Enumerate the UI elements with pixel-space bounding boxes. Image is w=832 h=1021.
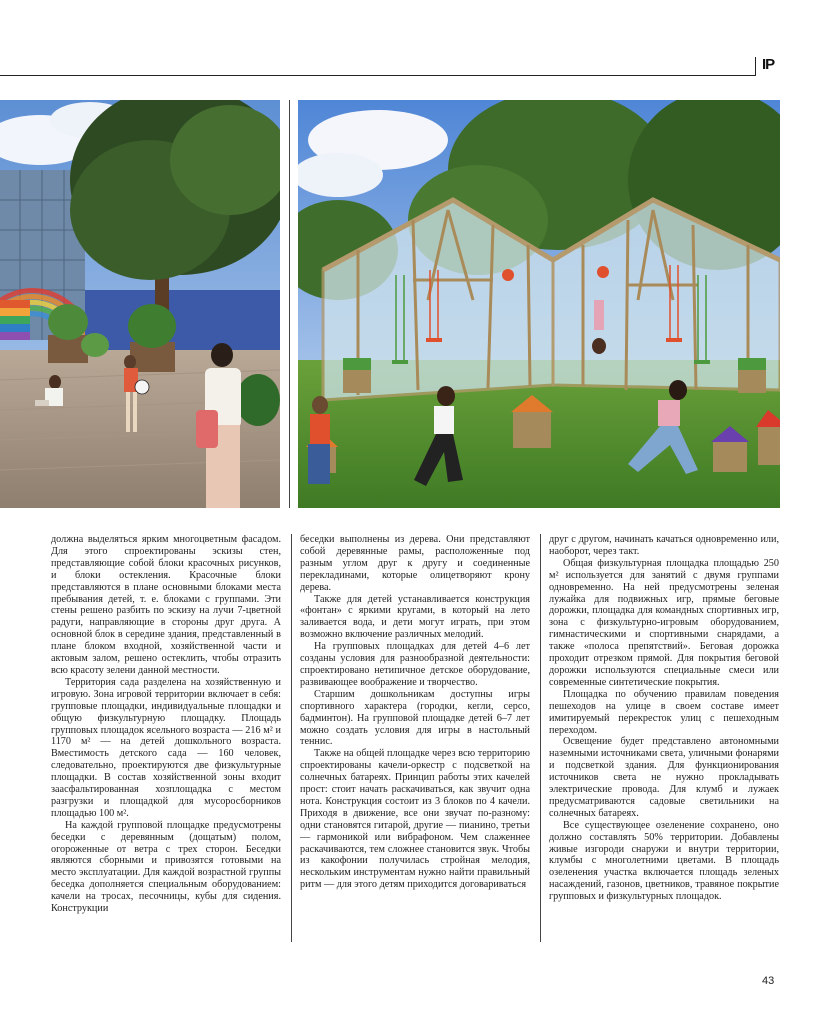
paragraph: Освещение будет представлено автономными наземными источниками света, уличными фонарями и подсветкой здания. Для функционирования источников света не нужно прокладывать электрические провода. Для клумб и лужаек предусматриваются садовые светильники на солнечных батареях. xyxy=(549,736,779,819)
paragraph: На групповых площадках для детей 4–6 лет созданы условия для разнообразной деятельности: спроектировано нетипичное детское оборудование, развивающее воображение и творчество. xyxy=(300,641,530,688)
header-rule xyxy=(0,75,755,76)
text-column-2 xyxy=(300,534,530,891)
paragraph: должна выделяться ярким многоцветным фасадом. Для этого спроектированы эскизы стен, представляющие собой блоки красочных рисунков, и блоки остекления. Красочные блоки представляются в плане основными блоками места пребывания детей, т. е. блоками с группами. Эти стены решено разбить по эскизу на лучи 7-цветной радуги, направляющие в стороны друг друга. А основной блок в середине здания, представленный в плане блоком входной, хозяйственной части и актовым залом, решено остеклить, чтобы отразить всю красоту зелени данной местности. xyxy=(51,534,281,676)
column-divider xyxy=(291,534,292,942)
page-number: 43 xyxy=(762,975,775,987)
gazebo-photo xyxy=(298,100,780,508)
paragraph: Все существующее озеленение сохранено, оно должно составлять 50% территории. Добавлены живые изгороди снаружи и внутри территории, клумбы с многолетними цветами. В площадь озеленения участка включается площадь зеленых насаждений, газонов, цветников, травяное покрытие групповых и физкультурных площадок. xyxy=(549,819,779,903)
journal-logo: IP xyxy=(762,56,775,73)
courtyard-photo xyxy=(0,100,280,508)
text-column-3 xyxy=(549,534,779,903)
paragraph: Также на общей площадке через всю территорию спроектированы качели-оркестр с подсветкой на солнечных батареях. Принцип работы этих качелей прост: стоит начать раскачиваться, как звучит одна нота. Конструкция состоит из 3 блоков по 4 качели. Приходя в движение, все они звучат по-разному: одни становятся гитарой, другие — пианино, третьи — гармоникой или вибрафоном. Чем слаженнее раскачиваются, тем сложнее становится звук. Чтобы из какофонии получилась стройная мелодия, нескольким инструментам нужно найти правильный ритм — для этого детям приходится договариваться xyxy=(300,748,530,891)
text-column-1 xyxy=(51,534,281,915)
header-divider xyxy=(755,57,756,76)
paragraph: друг с другом, начинать качаться одновременно или, наоборот, через такт. xyxy=(549,534,779,557)
paragraph: На каждой групповой площадке предусмотрены беседки с деревянным (дощатым) полом, огороженные от ветра с трех сторон. Беседки являются сборными и привозятся готовыми на место эксплуатации. Для каждой возрастной группы беседка дополняется специальным оборудованием: качели на тросах, песочницы, кубы для сидения. Конструкции xyxy=(51,819,281,915)
column-divider xyxy=(540,534,541,942)
photo-divider xyxy=(289,100,290,508)
paragraph: Территория сада разделена на хозяйственную и игровую. Зона игровой территории включает в себя: групповые площадки, индивидуальные площадки и общую физкультурную площадку. Площадь групповых площадок ясельного возраста — 216 м² и 1170 м² — на детей дошкольного возраста. Вместимость детского сада — 160 человек, следовательно, проектируются две физкультурные площадки. В состав хозяйственной зоны входит заасфальтированная хозплощадка с местом разгрузки и площадкой для мусоросборников площадью 100 м². xyxy=(51,676,281,819)
paragraph: Старшим дошкольникам доступны игры спортивного характера (городки, кегли, серсо, бадминтон). На групповой площадке детей 6–7 лет можно создать условия для игры в настольный теннис. xyxy=(300,688,530,748)
paragraph: беседки выполнены из дерева. Они представляют собой деревянные рамы, расположенные под разным углом друг к другу и соединенные перекладинами, которые олицетворяют крону дерева. xyxy=(300,534,530,593)
paragraph: Общая физкультурная площадка площадью 250 м² используется для занятий с двумя группами одновременно. На ней предусмотрены зеленая лужайка для подвижных игр, прямые беговые дорожки, площадка для командных спортивных игр, зона с физкультурно-игровым оборудованием, гимнастическими и спортивными снарядами, а также «полоса препятствий». Беговая дорожка проходит отрезком прямой. Для покрытия беговой дорожки используются специальные смеси или современные синтетические покрытия. xyxy=(549,557,779,688)
paragraph: Площадка по обучению правилам поведения пешеходов на улице в своем составе имеет имитируемый перекресток улиц с пешеходным переходом. xyxy=(549,688,779,736)
paragraph: Также для детей устанавливается конструкция «фонтан» с яркими кругами, в который на лето заливается вода, и дети могут играть, при этом возможно включение различных мелодий. xyxy=(300,593,530,641)
